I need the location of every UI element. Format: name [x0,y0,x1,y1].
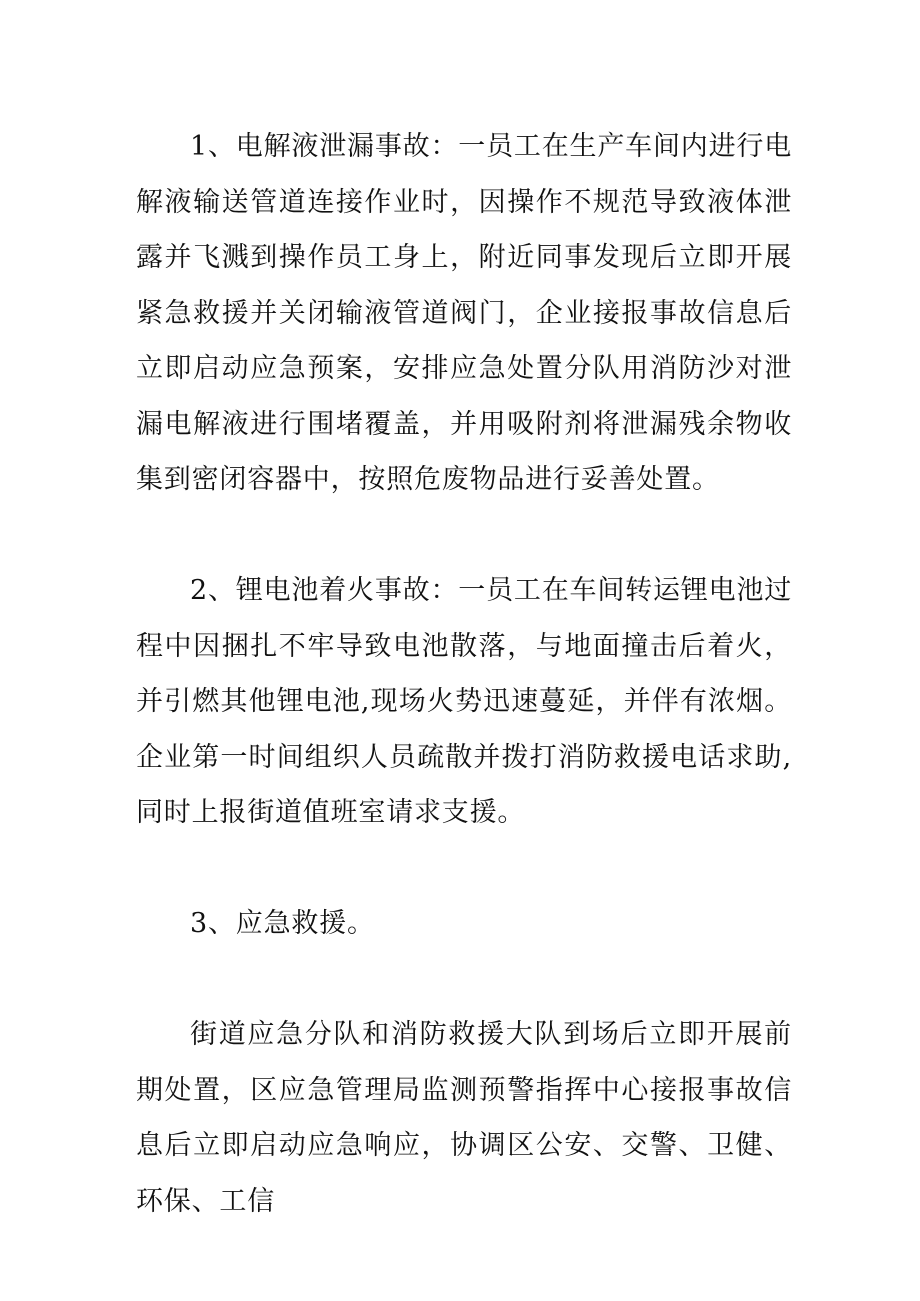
paragraph-lithium-battery-fire: 2、锂电池着火事故：一员工在车间转运锂电池过程中因捆扎不牢导致电池散落，与地面撞击后着火，并引燃其他锂电池,现场火势迅速蔓延，并伴有浓烟。企业第一时间组织人员疏散并拨打消防救援电话求助,同时上报街道值班室请求支援。 [136,575,792,828]
paragraph-emergency-rescue-heading: 3、应急救援。 [190,908,375,939]
document-body [136,119,792,1229]
paragraph-emergency-response: 街道应急分队和消防救援大队到场后立即开展前期处置，区应急管理局监测预警指挥中心接报事故信息后立即启动应急响应，协调区公安、交警、卫健、环保、工信 [136,1019,792,1217]
paragraph-electrolyte-leak: 1、电解液泄漏事故：一员工在生产车间内进行电解液输送管道连接作业时，因操作不规范导致液体泄露并飞溅到操作员工身上，附近同事发现后立即开展紧急救援并关闭输液管道阀门，企业接报事故信息后立即启动应急预案，安排应急处置分队用消防沙对泄漏电解液进行围堵覆盖，并用吸附剂将泄漏残余物收集到密闭容器中，按照危废物品进行妥善处置。 [136,131,792,495]
